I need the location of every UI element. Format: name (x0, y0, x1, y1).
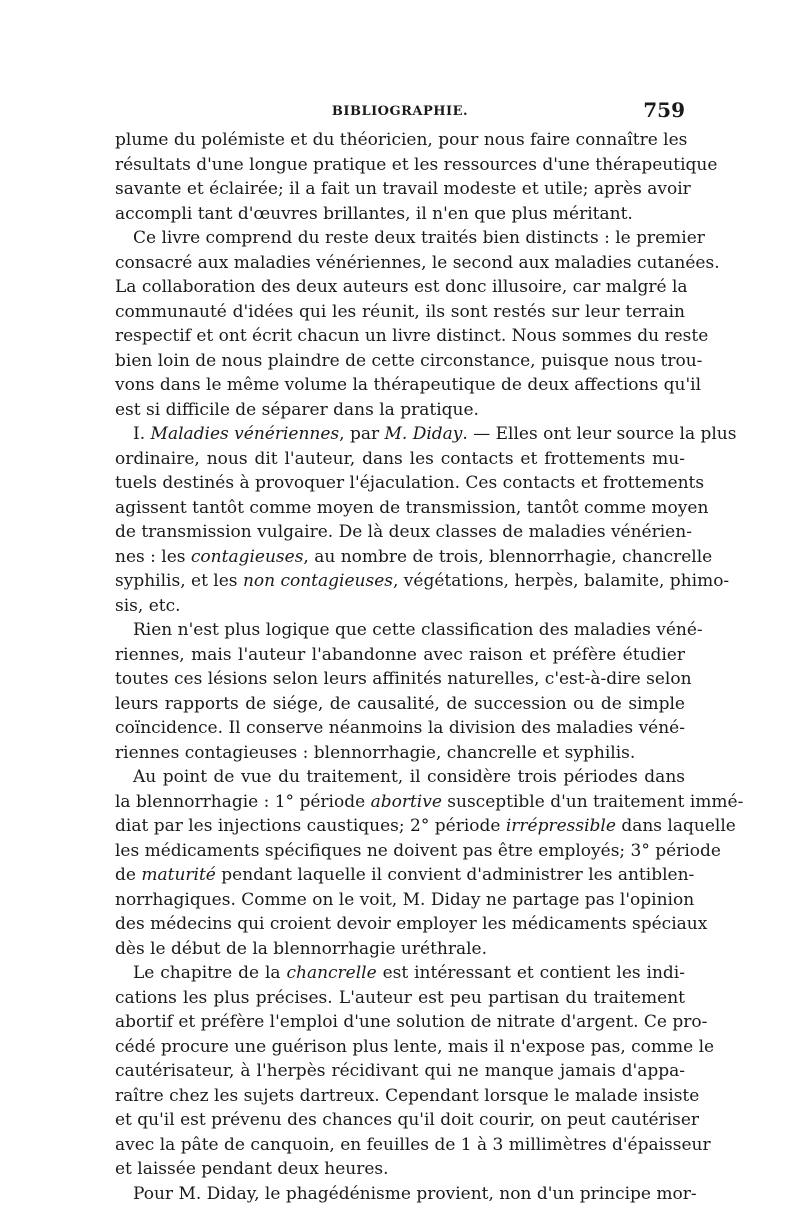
text-run: est intéressant et contient les indi- (376, 963, 685, 983)
text-line: et qu'il est prévenu des chances qu'il doit courir, on peut cautériser (115, 1110, 700, 1130)
text-line: les médicaments spécifiques ne doivent pas être employés; 3° période (115, 840, 721, 861)
text-run: . — Elles ont leur source la plus (462, 424, 737, 444)
running-title: BIBLIOGRAPHIE. (331, 104, 469, 119)
text-line: cations les plus précises. L'auteur est peu partisan du traitement (115, 987, 685, 1008)
text-run: nes : les (115, 546, 191, 567)
text-line: Pour M. Diday, le phagédénisme provient, non d'un principe mor- (133, 1183, 697, 1204)
text-line: respectif et ont écrit chacun un livre distinct. Nous sommes du reste (115, 326, 709, 346)
text-line: accompli tant d'œuvres brillantes, il n'en que plus méritant. (115, 203, 633, 224)
text-line: ordinaire, nous dit l'auteur, dans les contacts et frottements mu- (115, 448, 685, 469)
text-line: et laissée pendant deux heures. (115, 1159, 389, 1179)
text-line: consacré aux maladies vénériennes, le second aux maladies cutanées. (115, 252, 720, 273)
text-line: plume du polémiste et du théoricien, pour nous faire connaître les (115, 130, 688, 150)
italic-term: maturité (141, 865, 216, 885)
text-run: , végétations, herpès, balamite, phimo- (392, 571, 730, 591)
text-line (115, 422, 737, 447)
text-run: , par (339, 424, 385, 444)
text-line: vons dans le même volume la thérapeutique de deux affections qu'il (115, 375, 702, 395)
text-run: la blennorrhagie : 1° période (115, 791, 371, 812)
text-line: norrhagiques. Comme on le voit, M. Diday ne partage pas l'opinion (115, 889, 695, 910)
text-line: coïncidence. Il conserve néanmoins la division des maladies véné- (115, 718, 685, 738)
text-line: avec la pâte de canquoin, en feuilles de 1 à 3 millimètres d'épaisseur (115, 1134, 711, 1155)
text-run: dans laquelle (615, 816, 736, 836)
text-run: I. (133, 424, 151, 444)
text-line: bien loin de nous plaindre de cette circonstance, puisque nous trou- (115, 350, 703, 371)
text-run: diat par les injections caustiques; 2° période (115, 816, 506, 836)
italic-term: non contagieuses (242, 571, 393, 591)
italic-term: chancrelle (286, 963, 377, 983)
text-line: communauté d'idées qui les réunit, ils sont restés sur leur terrain (115, 301, 685, 322)
text-line: de transmission vulgaire. De là deux classes de maladies vénérien- (115, 522, 692, 542)
text-line: dès le début de la blennorrhagie uréthrale. (115, 938, 488, 959)
text-run: de (115, 865, 142, 885)
text-line: Au point de vue du traitement, il considère trois périodes dans (133, 767, 685, 787)
text-line: est si difficile de séparer dans la pratique. (115, 399, 479, 420)
text-run: Le chapitre de la (133, 963, 287, 983)
author-name: M. Diday (384, 424, 463, 444)
text-run: susceptible d'un traitement immé- (441, 791, 744, 812)
text-line: savante et éclairée; il a fait un travail modeste et utile; après avoir (115, 179, 691, 199)
text-line: sis, etc. (115, 595, 181, 616)
text-line (115, 863, 695, 888)
text-line: toutes ces lésions selon leurs affinités naturelles, c'est-à-dire selon (115, 669, 692, 689)
text-line: cédé procure une guérison plus lente, mais il n'expose pas, comme le (115, 1036, 715, 1057)
italic-term: Maladies vénériennes (150, 424, 340, 444)
italic-term: abortive (370, 791, 442, 812)
text-line (115, 790, 744, 815)
text-line (115, 545, 713, 570)
text-line (115, 961, 685, 986)
italic-term: irrépressible (505, 816, 616, 836)
text-line: abortif et préfère l'emploi d'une solution de nitrate d'argent. Ce pro- (115, 1012, 708, 1032)
text-line: La collaboration des deux auteurs est donc illusoire, car malgré la (115, 277, 688, 297)
text-line: cautérisateur, à l'herpès récidivant qui ne manque jamais d'appa- (115, 1061, 685, 1081)
running-head (115, 98, 685, 128)
text-line: agissent tantôt comme moyen de transmission, tantôt comme moyen (115, 497, 709, 518)
italic-term: contagieuses (190, 546, 304, 567)
text-line: raître chez les sujets dartreux. Cependant lorsque le malade insiste (115, 1085, 700, 1106)
text-line (115, 569, 730, 594)
text-line: Ce livre comprend du reste deux traités bien distincts : le premier (133, 228, 705, 248)
text-line: riennes, mais l'auteur l'abandonne avec raison et préfère étudier (115, 644, 685, 665)
text-run: pendant laquelle il convient d'administrer les antiblen- (215, 865, 695, 885)
text-run: , au nombre de trois, blennorrhagie, chancrelle (303, 546, 713, 567)
text-line (115, 814, 736, 839)
text-line: tuels destinés à provoquer l'éjaculation. Ces contacts et frottements (115, 473, 705, 493)
page-number: 759 (643, 98, 685, 122)
text-line: résultats d'une longue pratique et les ressources d'une thérapeutique (115, 154, 718, 175)
text-body (115, 128, 744, 1206)
text-line: leurs rapports de siége, de causalité, de succession ou de simple (115, 693, 685, 714)
text-line: Rien n'est plus logique que cette classification des maladies véné- (133, 620, 703, 640)
text-line: riennes contagieuses : blennorrhagie, chancrelle et syphilis. (115, 742, 636, 763)
text-run: syphilis, et les (115, 571, 243, 591)
text-line: des médecins qui croient devoir employer les médicaments spéciaux (115, 914, 708, 934)
